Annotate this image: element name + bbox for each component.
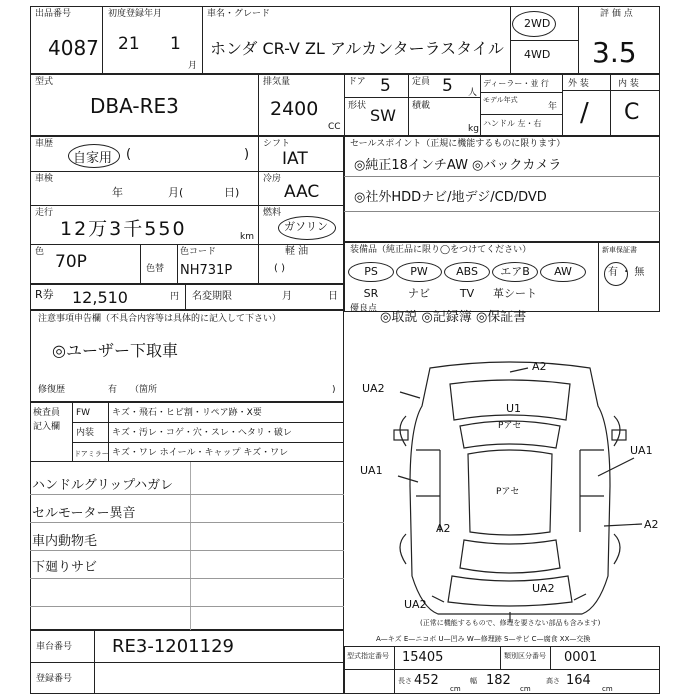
diagram-label: UA2 [404, 598, 427, 611]
inspector-row-key: ドアミラー [74, 450, 109, 458]
lot-label: 出品番号 [35, 9, 72, 19]
color-code: NH731P [180, 263, 233, 278]
history-paren-open: ( [126, 147, 132, 162]
chassis-label: 車台番号 [36, 642, 73, 652]
warranty-label: 新車保証書 [602, 246, 637, 254]
diagram-label: A2 [644, 518, 659, 531]
history-label: 車歴 [35, 139, 54, 149]
car-damage-diagram [360, 346, 660, 636]
diagram-label: U1 [506, 402, 522, 415]
inspector-row-text: キズ・ワレ ホイール・キャップ キズ・ワレ [112, 448, 289, 458]
inspection-label: 車検 [35, 174, 54, 184]
inspector-row-key: FW [76, 408, 91, 418]
fuel-paren: ( ) [274, 263, 285, 274]
diagram-label: A2 [436, 522, 451, 535]
remark-item: ハンドルグリップハガレ [32, 478, 174, 493]
shape: SW [370, 106, 396, 125]
cap-label: 定員 [412, 77, 431, 87]
reg-year: 21 [118, 34, 140, 54]
equipment-item: PS [348, 262, 394, 282]
width-unit: cm [520, 685, 531, 693]
recycle-value: 12,510 [72, 288, 128, 307]
chassis-number: RE3-1201129 [112, 636, 234, 657]
diagram-label: Pアセ [498, 421, 522, 431]
inspector-row-key: 内装 [76, 428, 95, 438]
cc-unit: CC [328, 122, 341, 132]
length-label: 長さ [398, 677, 412, 685]
mileage-label: 走行 [35, 208, 54, 218]
door-label: ドア [348, 77, 366, 87]
diagram-label: Pアセ [496, 487, 520, 497]
mileage-value: 12万3千550 [60, 218, 187, 240]
inspection-year: 年 [112, 186, 123, 199]
fuel-value: ガソリン [284, 220, 328, 233]
ext-label: 外 装 [568, 79, 589, 89]
reg-label: 初度登録年月 [108, 9, 163, 19]
drive-2wd: 2WD [524, 17, 551, 30]
diagram-label: UA1 [630, 444, 653, 457]
equipment-item: PW [396, 262, 442, 282]
repair-place: （箇所 [130, 385, 158, 395]
kg-unit: kg [468, 124, 479, 134]
sales-point-line1: ◎純正18インチAW ◎バックカメラ [354, 158, 562, 173]
height-unit: cm [602, 685, 613, 693]
repair-label: 修復歴 [38, 385, 66, 395]
capacity: 5 [442, 76, 453, 96]
model-cert: 15405 [402, 650, 444, 665]
recycle-label: R券 [35, 288, 54, 301]
int-label: 内 装 [618, 79, 639, 89]
equipment-item: SR [363, 287, 379, 300]
equipment-item: エアB [492, 262, 538, 282]
diagram-label: A2 [532, 360, 547, 373]
width: 182 [486, 673, 511, 688]
score: 3.5 [592, 36, 637, 69]
int-grade: C [624, 100, 640, 125]
reg-no-label: 登録番号 [36, 674, 73, 684]
legend-codes: A—キズ E—ニコボ U—凹み W—修理跡 S—サビ C—腐食 XX—交換 [376, 635, 591, 643]
inspector-label2: 記入欄 [33, 422, 61, 432]
extras-value: ◎取説 ◎記録簿 ◎保証書 [380, 310, 527, 325]
month-suffix: 月 [188, 61, 198, 71]
repair-has: 有 [108, 385, 118, 395]
equipment-item: 革シート [493, 287, 537, 300]
doors: 5 [380, 76, 391, 96]
color-value: 70P [55, 252, 87, 272]
equipment-label: 装備品（純正品に限り◯をつけてください） [350, 245, 532, 255]
mileage-unit: km [240, 232, 254, 242]
sales-point-label: セールスポイント（正規に機能するものに限ります） [350, 139, 566, 149]
displacement: 2400 [270, 98, 319, 120]
length: 452 [414, 673, 439, 688]
history-paren-close: ) [244, 147, 250, 162]
yen-unit: 円 [170, 292, 180, 302]
model-cert-label: 型式指定番号 [347, 652, 389, 660]
score-label: 評 価 点 [600, 9, 633, 19]
model-year-label: モデル年式 [483, 96, 518, 104]
fuel-label: 燃料 [263, 208, 282, 218]
repair-close: ) [332, 385, 336, 395]
width-label: 幅 [470, 677, 477, 685]
color-label: 色 [35, 247, 45, 257]
expire-day: 日 [328, 291, 338, 302]
lot-number: 4087 [48, 36, 99, 60]
cc-label: 排気量 [263, 77, 291, 87]
expire-month: 月 [282, 291, 292, 302]
load-label: 積載 [412, 101, 431, 111]
history-value: 自家用 [73, 151, 113, 166]
sales-point-line2: ◎社外HDDナビ/地デジ/CD/DVD [354, 190, 547, 205]
notes-label: 注意事項申告欄（不具合内容等は具体的に記入して下さい） [38, 314, 282, 324]
ext-grade: / [580, 98, 589, 128]
legend-note: (正常に機能するもので、修理を要さない部品も含みます) [420, 619, 601, 627]
drive-4wd: 4WD [524, 48, 551, 61]
inspector-row-text: キズ・汚レ・コゲ・穴・スレ・ヘタリ・破レ [112, 428, 292, 438]
equipment-row2 [348, 282, 596, 302]
class-label: 類別区分番号 [504, 652, 546, 660]
shift-label: シフト [263, 139, 291, 149]
cooling-value: AAC [284, 182, 320, 202]
diagram-label: UA1 [360, 464, 383, 477]
equipment-item: ABS [444, 262, 490, 282]
equipment-item: ナビ [408, 287, 430, 300]
notes-value: ◎ユーザー下取車 [52, 341, 178, 360]
model-label: 型式 [35, 77, 54, 87]
height-label: 高さ [546, 677, 560, 685]
inspection-day: 日) [224, 186, 240, 199]
remark-item: セルモーター異音 [32, 506, 136, 521]
car-name: ホンダ CR-V ZL アルカンターラスタイル [210, 39, 504, 58]
shift-value: IAT [282, 149, 308, 169]
height: 164 [566, 673, 591, 688]
warranty-value: 有 ・ 無 [608, 267, 645, 278]
inspector-row-text: キズ・飛石・ヒビ割・リペア跡・X要 [112, 408, 262, 418]
expire-label: 名変期限 [192, 291, 232, 302]
equipment-item: AW [540, 262, 586, 282]
model: DBA-RE3 [90, 94, 179, 118]
remark-item: 下廻りサビ [32, 560, 98, 575]
inspection-month: 月( [168, 186, 184, 199]
auction-sheet [30, 6, 660, 694]
handle-label: ハンドル 左・右 [483, 119, 542, 128]
color-change-label: 色替 [146, 264, 165, 274]
remark-item: 車内動物毛 [32, 534, 98, 549]
class-number: 0001 [564, 650, 598, 665]
dealer-label: ディーラー・並 行 [483, 79, 549, 88]
cooling-label: 冷房 [263, 174, 282, 184]
cap-unit: 人 [468, 88, 478, 98]
length-unit: cm [450, 685, 461, 693]
diesel-label: 軽 油 [285, 246, 309, 257]
equipment-item: TV [459, 287, 475, 300]
equipment-row1 [348, 260, 596, 280]
reg-month: 1 [170, 34, 181, 54]
inspector-label1: 検査員 [33, 408, 61, 418]
color-code-label: 色コード [180, 247, 217, 257]
extras-label: 優良点 [350, 304, 378, 314]
diagram-label: UA2 [362, 382, 385, 395]
diagram-label: UA2 [532, 582, 555, 595]
year-unit: 年 [548, 102, 558, 112]
shape-label: 形状 [348, 101, 367, 111]
name-label: 車名・グレード [207, 9, 271, 19]
